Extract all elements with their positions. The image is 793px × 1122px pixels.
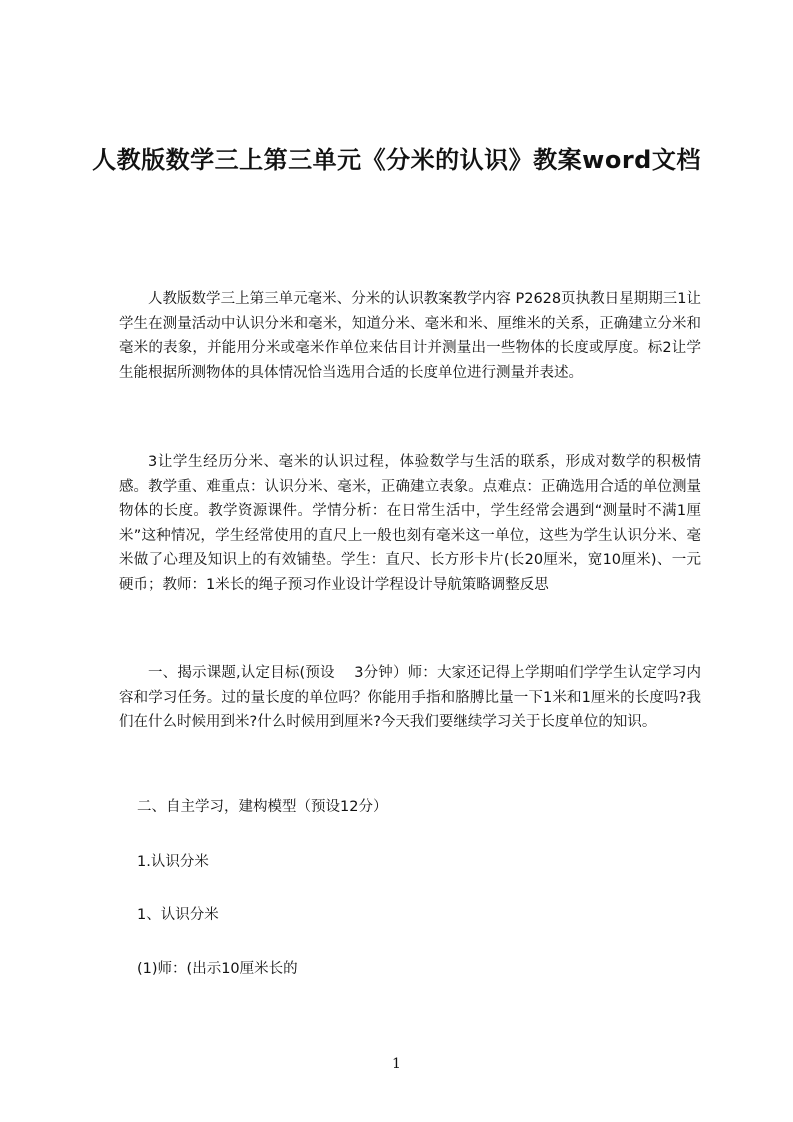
paragraph-1: 人教版数学三上第三单元毫米、分米的认识教案教学内容 P2628页执教日星期期三1让学生在测量活动中认识分米和毫米，知道分米、毫米和米、厘维米的关系，正确建立分米和毫米的表象，并能用分米或毫米作单位来估目计并测量出一些物体的长度或厚度。标2让学生能根据所测物体的具体情况恰当选用合适的长度单位进行测量并表述。 <box>119 291 701 381</box>
paragraph-2: 3让学生经历分米、毫米的认识过程，体验数学与生活的联系，形成对数学的积极情感。教学重、难重点：认识分米、毫米，正确建立表象。点难点：正确选用合适的单位测量物体的长度。教学资源课件。学情分析：在日常生活中，学生经常会遇到“测量时不满1厘米”这种情况，学生经常使用的直尺上一般也刻有毫米这一单位，这些为学生认识分米、毫米做了心理及知识上的有效铺垫。学生：直尺、长方形卡片(长20厘米，宽10厘米)、一元硬币；教师：1米长的绳子预习作业设计学程设计导航策略调整反思 <box>119 454 701 593</box>
text-line: (1)师：(出示10厘米长的 <box>137 961 298 977</box>
subheading-2: 1、认识分米 <box>137 907 219 923</box>
paragraph-3: 一、揭示课题,认定目标(预设 3分钟）师：大家还记得上学期咱们学学生认定学习内容和学习任务。过的量长度的单位吗？你能用手指和胳膊比量一下1米和1厘米的长度吗?我们在什么时候用到米?什么时候用到厘米?今天我们要继续学习关于长度单位的知识。 <box>119 665 701 731</box>
page-number: 1 <box>392 1056 401 1072</box>
subheading-1: 1.认识分米 <box>137 854 209 870</box>
section-heading: 二、自主学习，建构模型（预设12分） <box>137 799 388 815</box>
document-title: 人教版数学三上第三单元《分米的认识》教案word文档 <box>92 146 701 174</box>
